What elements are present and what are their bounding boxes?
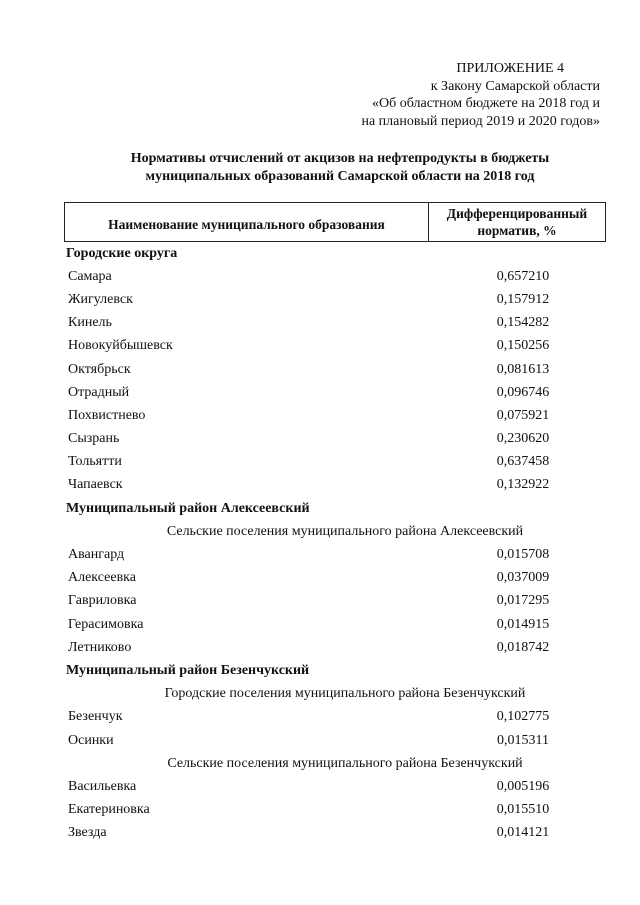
table-row: [64, 404, 606, 427]
municipality-name: Екатериновка: [68, 802, 150, 818]
municipality-name: Гавриловка: [68, 593, 137, 609]
table-row: [64, 775, 606, 798]
table-row: [64, 312, 606, 335]
appendix-heading: ПРИЛОЖЕНИЕ 4: [456, 61, 564, 76]
municipality-name: Октябрьск: [68, 361, 131, 377]
subsection-heading: Сельские поселения муниципального района Алексеевский: [166, 523, 524, 539]
normatives-table: [64, 202, 606, 845]
municipality-name: Чапаевск: [68, 477, 123, 493]
normative-value: 0,018742: [496, 639, 550, 655]
table-row: [64, 288, 606, 311]
normative-value: 0,157912: [496, 291, 550, 307]
column-header-value: [429, 203, 605, 241]
municipality-name: Васильевка: [68, 778, 137, 794]
table-row: [64, 822, 606, 845]
normative-value: 0,075921: [496, 407, 550, 423]
document-title: [60, 150, 620, 186]
municipality-name: Отрадный: [68, 384, 130, 400]
document-title-line: муниципальных образований Самарской области на 2018 год: [145, 169, 535, 184]
municipality-name: Кинель: [68, 315, 112, 331]
normative-value: 0,005196: [496, 778, 550, 794]
municipality-name: Звезда: [68, 825, 107, 841]
table-row: [64, 265, 606, 288]
municipality-name: Авангард: [68, 547, 125, 563]
municipality-name: Алексеевка: [68, 570, 136, 586]
municipality-name: Самара: [68, 268, 112, 284]
normative-value: 0,132922: [496, 477, 550, 493]
normative-value: 0,102775: [496, 709, 550, 725]
normative-value: 0,154282: [496, 315, 550, 331]
table-row: [64, 474, 606, 497]
column-header-value-line: Дифференцированный: [446, 206, 588, 221]
appendix-line: на плановый период 2019 и 2020 годов»: [361, 113, 600, 129]
municipality-name: Сызрань: [68, 431, 120, 447]
normative-value: 0,014915: [496, 616, 550, 632]
table-row: [64, 358, 606, 381]
table-row: [64, 335, 606, 358]
table-row: [64, 729, 606, 752]
municipality-name: Осинки: [68, 732, 114, 748]
section-heading: Муниципальный район Безенчукский: [66, 662, 310, 678]
normative-value: 0,017295: [496, 593, 550, 609]
table-row: [64, 381, 606, 404]
municipality-name: Тольятти: [68, 454, 122, 470]
normative-value: 0,015311: [497, 732, 549, 748]
table-row: [64, 706, 606, 729]
normative-value: 0,096746: [496, 384, 550, 400]
normative-value: 0,015510: [496, 802, 550, 818]
bezenchuksky-rural-rows: [64, 775, 606, 845]
urban-districts-rows: [64, 265, 606, 497]
alekseevsky-rural-rows: [64, 543, 606, 659]
subsection-heading: Сельские поселения муниципального района Безенчукский: [167, 755, 523, 771]
table-row: [64, 636, 606, 659]
table-row: [64, 543, 606, 566]
appendix-header: [300, 60, 600, 130]
table-header: [64, 202, 606, 242]
bezenchuksky-urban-rows: [64, 706, 606, 752]
document-title-line: Нормативы отчислений от акцизов на нефтепродукты в бюджеты: [130, 151, 550, 166]
table-row: [64, 799, 606, 822]
section-heading: Городские округа: [66, 245, 178, 261]
normative-value: 0,015708: [496, 547, 550, 563]
normative-value: 0,014121: [496, 825, 550, 841]
appendix-line: к Закону Самарской области: [430, 78, 600, 94]
normative-value: 0,657210: [496, 268, 550, 284]
table-row: [64, 567, 606, 590]
normative-value: 0,037009: [496, 570, 550, 586]
municipality-name: Жигулевск: [68, 291, 133, 307]
table-row: [64, 428, 606, 451]
column-header-name: Наименование муниципального образования: [65, 203, 429, 241]
normative-value: 0,637458: [496, 454, 550, 470]
column-header-value-line: норматив, %: [477, 223, 557, 238]
subsection-heading: Городские поселения муниципального района Безенчукский: [164, 686, 526, 702]
municipality-name: Герасимовка: [68, 616, 144, 632]
table-row: [64, 613, 606, 636]
table-row: [64, 590, 606, 613]
normative-value: 0,150256: [496, 338, 550, 354]
section-heading: Муниципальный район Алексеевский: [66, 500, 310, 516]
table-row: [64, 451, 606, 474]
municipality-name: Летниково: [68, 639, 132, 655]
municipality-name: Новокуйбышевск: [68, 338, 173, 354]
appendix-line: «Об областном бюджете на 2018 год и: [372, 96, 600, 111]
municipality-name: Похвистнево: [68, 407, 146, 423]
municipality-name: Безенчук: [68, 709, 123, 725]
normative-value: 0,081613: [496, 361, 550, 377]
normative-value: 0,230620: [496, 431, 550, 447]
